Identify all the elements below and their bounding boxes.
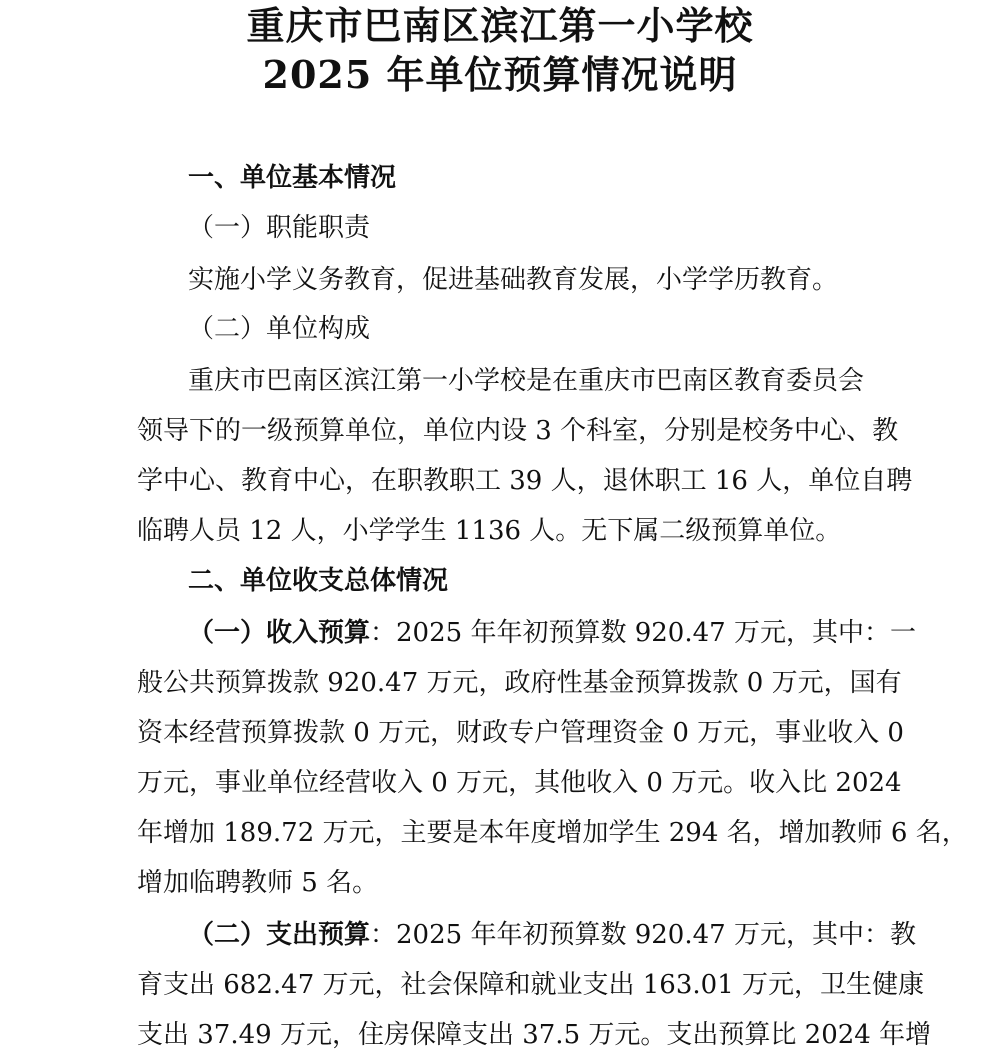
income-line-6: 增加临聘教师 5 名。 [137, 868, 379, 898]
title-line-1: 重庆市巴南区滨江第一小学校 [246, 3, 754, 48]
income-line-1 [0, 613, 1000, 653]
expense-line-1 [0, 915, 1000, 955]
income-first-line-text: ：2025 年年初预算数 920.47 万元，其中：一 [370, 618, 916, 648]
duties-text: 实施小学义务教育，促进基础教育发展，小学学历教育。 [188, 265, 839, 295]
income-line-2: 般公共预算拨款 920.47 万元，政府性基金预算拨款 0 万元，国有 [137, 668, 902, 698]
composition-line-1: 重庆市巴南区滨江第一小学校是在重庆市巴南区教育委员会 [188, 366, 865, 396]
expense-first-line-text: ：2025 年年初预算数 920.47 万元，其中：教 [370, 920, 916, 950]
composition-line-2: 领导下的一级预算单位，单位内设 3 个科室，分别是校务中心、教 [137, 416, 899, 446]
income-label: （一）收入预算 [188, 618, 371, 648]
section-1-heading: 一、单位基本情况 [188, 163, 397, 193]
income-line-5: 年增加 189.72 万元，主要是本年度增加学生 294 名，增加教师 6 名， [137, 818, 968, 848]
composition-line-4: 临聘人员 12 人，小学学生 1136 人。无下属二级预算单位。 [137, 516, 842, 546]
title-line-2: 2025 年单位预算情况说明 [262, 52, 738, 97]
expense-line-2: 育支出 682.47 万元，社会保障和就业支出 163.01 万元，卫生健康 [137, 970, 925, 1000]
income-line-4: 万元，事业单位经营收入 0 万元，其他收入 0 万元。收入比 2024 [137, 768, 902, 798]
expense-label: （二）支出预算 [188, 920, 371, 950]
section-2-heading: 二、单位收支总体情况 [188, 566, 449, 596]
composition-line-3: 学中心、教育中心，在职教职工 39 人，退休职工 16 人，单位自聘 [137, 466, 913, 496]
subsection-composition-heading: （二）单位构成 [188, 314, 371, 344]
income-line-3: 资本经营预算拨款 0 万元，财政专户管理资金 0 万元，事业收入 0 [137, 718, 904, 748]
expense-line-3: 支出 37.49 万元，住房保障支出 37.5 万元。支出预算比 2024 年增 [137, 1020, 932, 1050]
subsection-duties-heading: （一）职能职责 [188, 213, 371, 243]
